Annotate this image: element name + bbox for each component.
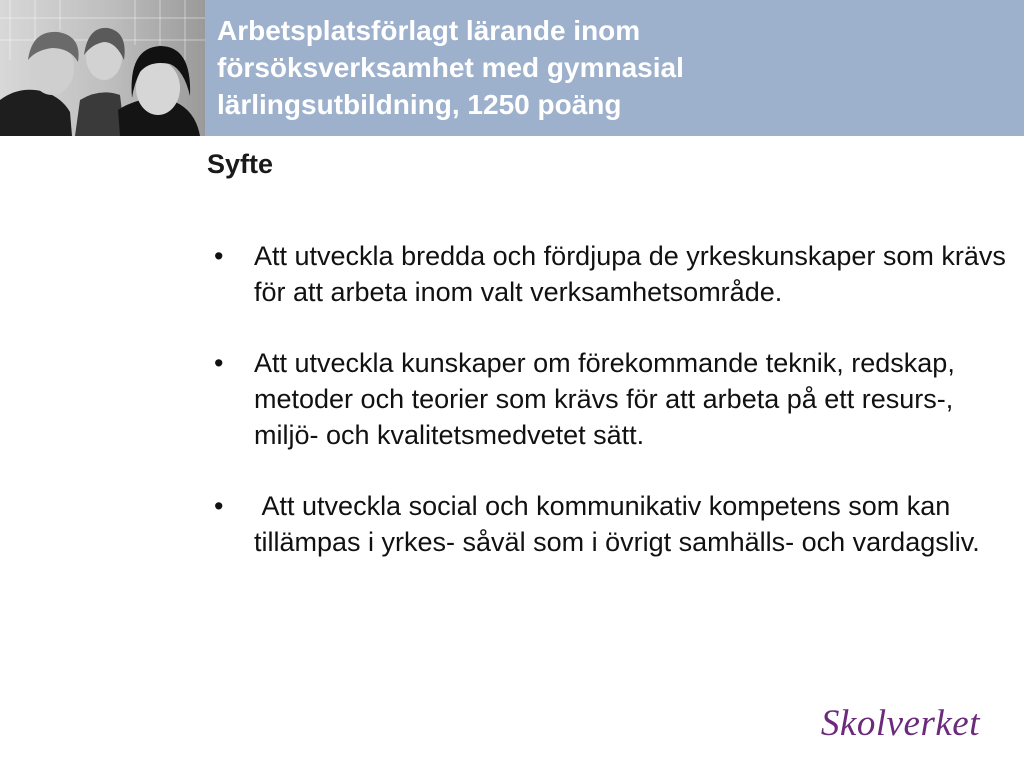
title-line: försöksverksamhet med gymnasial [217, 52, 684, 83]
slide-title [217, 12, 997, 123]
list-item [207, 345, 1007, 453]
students-photo-icon [0, 0, 205, 136]
list-item-text: Att utveckla bredda och fördjupa de yrkeskunskaper som krävs för att arbeta inom valt verksamhetsområde. [254, 241, 1014, 307]
section-heading: Syfte [207, 149, 274, 179]
bullet-icon: • [214, 241, 224, 271]
list-item-text: Att utveckla social och kommunikativ kompetens som kan tillämpas i yrkes- såväl som i övrigt samhälls- och vardagsliv. [254, 491, 980, 557]
skolverket-logo: Skolverket [820, 703, 980, 744]
purpose-list [207, 238, 1014, 595]
list-item-text: Att utveckla kunskaper om förekommande teknik, redskap, metoder och teorier som krävs för att arbeta på ett resurs-, miljö- och kvalitetsmedvetet sätt. [254, 348, 963, 450]
list-item [207, 238, 1014, 310]
title-line: lärlingsutbildning, 1250 poäng [217, 89, 622, 120]
bullet-icon: • [214, 491, 224, 521]
title-band [205, 0, 1024, 136]
list-item [207, 488, 1007, 560]
title-line: Arbetsplatsförlagt lärande inom [217, 15, 641, 46]
bullet-icon: • [214, 348, 224, 378]
